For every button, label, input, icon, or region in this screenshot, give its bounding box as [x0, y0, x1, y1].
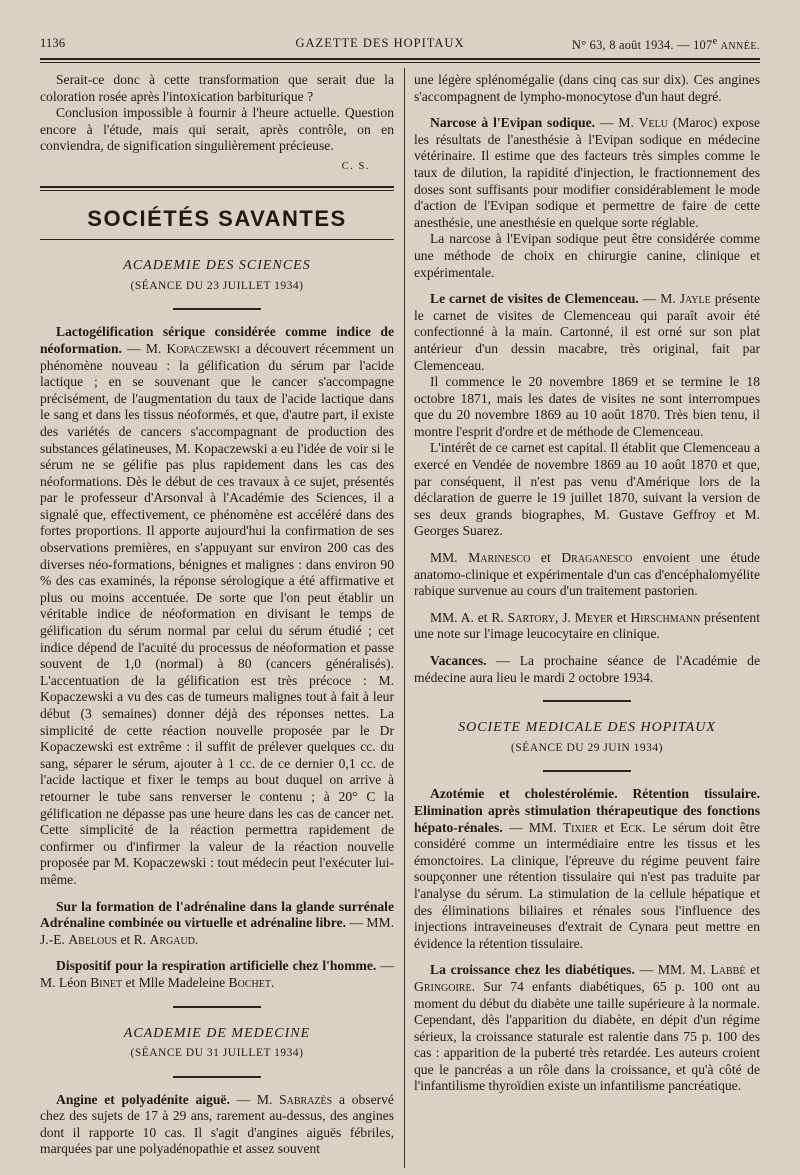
author-name: Eck. — [620, 819, 646, 835]
article-title: Lactogélification sérique considérée comme indice de néoformation. — [40, 324, 394, 356]
article-leucocytaire — [414, 610, 760, 643]
continuation-paragraph — [414, 72, 760, 105]
issue-sup: e — [712, 36, 718, 47]
title-rule — [40, 239, 394, 240]
author-name: Meyer — [574, 609, 613, 625]
article-body: (Maroc) expose les résultats de l'anesthésie à l'Evipan sodique en médecine vétérinaire. Il estime que des facteurs très simples comme le taux de dilution, la rapidité d'injection, le fractionnement des doses sont suffisants pour modifier considérablement le mode d'action de l'Evipan sodique et permettre de faire de cette anesthésie, une anesthésie en quelque sorte réglable. — [414, 115, 761, 230]
author-name: Kopaczewski — [166, 340, 240, 356]
author-name: Argaud. — [149, 931, 199, 947]
author-prefix: — M. — [236, 1091, 273, 1107]
column-divider — [404, 68, 405, 1168]
header-rule-thin — [40, 62, 760, 63]
article-signature: C. S. — [341, 160, 370, 172]
author-name: Jayle — [679, 291, 711, 307]
article-evipan — [414, 115, 760, 281]
article-croissance — [414, 962, 760, 1095]
article-body: a découvert récemment un phénomène nouveau : la gélification du sérum par l'acide lactique ; en se souvenant que le cancer s'accompagne précisément, de l'augmentation du taux de l'acide lactique dans le sang et dans les tissus néoformés, et que, d'autre part, il existe des variétés de cancers s'accompagnant de production des substances gélatineuses, M. Kopaczewski a eu l'idée de voir si le sérum ne se gélifie pas plus rapidement dans les cas des néoformations. Dès le début de ces travaux à ce sujet, présentés par le professeur d'Arsonval à l'Académie des Sciences, il a signalé que, effectivement, ce phénomène est accéléré dans des fortes proportions. Il apporte aujourd'hui la confirmation de ses observations premières, en s'appuyant sur environ 200 cas des diverses néo-formations, bénignes et malignes : dans environ 90 % des cas examinés, la réponse sérologique a été affirmative et plus ou moins accentuée. De sorte que l'on peut établir un véritable indice de néoformation en divisant le temps de gélification du sérum normal par celui du sérum étudié ; cet indice dépend de l'acuité du processus de néoformation et passe souvent de 1,0 (normal) à 80 (cancers généralisés). L'accentuation de la gélification est très précoce : M. Kopaczewski a vu des cas de tumeurs malignes tout à fait à leur début (3 semaines) donner déjà des réponses nettes. La simplicité de cette réaction nouvelle proposée par le Dr Kopaczewski est extrême : il suffit de prélever quelques cc. du sang, séparer le sérum, ajouter à 1 cc. de ce dernier 0,1 cc. de l'acide lactique et fixer le temps au bout duquel on arrive à retourner le tube sans renverser le contenu ; à 20° C la gélification ne dépasse pas une heure dans les cas de cancer net. Cette simplicité de la réaction permettra rapidement de confirmer ou d'infirmer la valeur de la réaction nouvelle proposée par M. Kopaczewski : tout médecin peut l'exécuter lui-même. — [40, 340, 395, 887]
article-body: présente le carnet de visites de Clemenceau qui paraît avoir été confectionné à la main. Cartonné, il est orné sur son plat antérieur d'un dessin macabre, très original, fait par Clemenceau. — [414, 291, 760, 373]
author-name: Marinesco — [468, 550, 531, 566]
author-prefix: — MM. J.-E. — [40, 915, 394, 947]
short-rule — [173, 1006, 261, 1008]
article-clemenceau — [414, 291, 760, 540]
intro-paragraph-2: Conclusion impossible à fournir à l'heure actuelle. Question encore à l'étude, mais qui serait, après contrôle, on en conviendra, de signification singulièrement précieuse. — [40, 105, 394, 154]
author-conj: et R. — [120, 931, 147, 947]
author-name: Hirschmann — [630, 609, 701, 625]
article-adrenaline — [40, 899, 394, 949]
article-azotemie — [414, 786, 760, 952]
article-angine — [40, 1092, 394, 1158]
article-encephalomyelite — [414, 550, 760, 600]
author-name: Draganesco — [561, 550, 633, 566]
article-title: Vacances. — [430, 653, 487, 668]
author-name: Bochet. — [228, 974, 275, 990]
header-rule — [40, 58, 760, 60]
author-prefix: MM. — [430, 550, 458, 566]
section-double-rule — [40, 186, 394, 191]
page-header — [40, 36, 760, 54]
article-body: — La prochaine séance de l'Académie de médecine aura lieu le mardi 2 octobre 1934. — [414, 653, 760, 685]
right-column — [414, 72, 760, 1105]
author-prefix: — M. — [127, 340, 162, 356]
article-title: Sur la formation de l'adrénaline dans la glande surrénale Adrénaline combinée ou virtuelle et adrénaline libre. — [40, 898, 394, 931]
article-body: L'intérêt de ce carnet est capital. Il établit que Clemenceau a exercé en Vendée de novembre 1869 au 10 août 1870 et que, par conséquent, il n'est pas venu d'Amérique lors de la déclaration de guerre le 19 juillet 1870, suivant la version de ses deux grands biographes, M. Gustave Geffroy et M. Georges Suarez. — [414, 440, 760, 539]
page-number: 1136 — [40, 36, 66, 50]
short-rule — [543, 770, 631, 772]
journal-title: GAZETTE DES HOPITAUX — [295, 36, 465, 50]
author-name: Velu — [638, 115, 668, 131]
author-prefix: — M. — [642, 291, 676, 307]
academie-medecine-title: ACADEMIE DE MEDECINE — [123, 1025, 311, 1041]
author-name: Gringoire. — [414, 978, 475, 994]
article-lactogelification — [40, 324, 394, 888]
author-name: Sabrazès — [279, 1091, 333, 1107]
article-body: Sur 74 enfants diabétiques, 65 p. 100 ont au moment du début du diabète une taille supérieure à la normale. Cependant, dès l'apparition du diabète, en dépit d'un régime sérieux, la croissance staturale est ralentie dans 75 p. 100 des cas : apparition de la puberté très retardée. Les auteurs croient que le pancréas a un rôle dans la croissance, et qu'à côté de l'infantilisme thyroïdien existe un infantilisme pancréatique. — [414, 978, 761, 1094]
author-prefix: MM. A. et R. — [430, 609, 504, 625]
article-respiration — [40, 958, 394, 991]
article-title: Narcose à l'Evipan sodique. — [430, 115, 596, 131]
article-body: une légère splénomégalie (dans cinq cas sur dix). Ces angines s'accompagnent de lympho-monocytose d'un haut degré. — [414, 72, 760, 104]
academie-sciences-title: ACADEMIE DES SCIENCES — [123, 258, 311, 274]
issue-info — [572, 36, 760, 53]
article-title: Azotémie et cholestérolémie. Rétention tissulaire. Elimination après stimulation thérapeutique des fonctions hépato-rénales. — [414, 786, 760, 835]
article-title: Le carnet de visites de Clemenceau. — [430, 291, 639, 307]
author-conj: et — [604, 819, 614, 835]
article-body: présentent une note sur l'image leucocytaire en clinique. — [414, 609, 761, 642]
author-name: Sartory — [507, 609, 555, 625]
academie-medecine-seance: (SÉANCE DU 31 JUILLET 1934) — [130, 1047, 304, 1060]
societe-medicale-title: SOCIETE MEDICALE DES HOPITAUX — [458, 720, 716, 736]
article-body: a observé chez des sujets de 17 à 29 ans, rarement au-dessus, des angines dont il rapporte 10 cas. Il s'agit d'angines aiguës fébriles, marquées par une polyadénopathie et assez souvent — [40, 1091, 394, 1157]
short-rule — [173, 1076, 261, 1078]
article-body: Le sérum doit être considéré comme un intermédiaire entre les tissus et les émonctoires. La clinique, l'épreuve du régime peuvent faire soupçonner une rétention tissulaire qui n'est pas traduite par l'analyse du sérum. La stimulation de la cellule hépatique et des éliminations biliaires et rénales sous l'influence des injections intraveineuses d'extrait de Cynara peut mettre en évidence la rétention tissulaire. — [414, 819, 761, 951]
author-conj: et — [540, 550, 551, 566]
author-name: Labbé — [710, 962, 746, 978]
intro-paragraph-1: Serait-ce donc à cette transformation que serait due la coloration rosée après l'intoxication barbiturique ? — [40, 72, 394, 104]
author-prefix: — MM. M. — [639, 962, 706, 978]
main-section-title: SOCIÉTÉS SAVANTES — [87, 205, 347, 231]
issue-annee: ANNÉE. — [720, 41, 760, 53]
author-prefix: — M. — [599, 115, 634, 131]
societe-medicale-seance: (SÉANCE DU 29 JUIN 1934) — [511, 741, 663, 754]
article-body: La narcose à l'Evipan sodique peut être considérée comme une méthode de choix en chirurgie canine, clinique et expérimentale. — [414, 231, 760, 280]
issue-date: N° 63, 8 août 1934. — 107 — [571, 38, 713, 53]
author-prefix: — M. Léon — [40, 958, 394, 990]
academie-sciences-seance: (SÉANCE DU 23 JUILLET 1934) — [130, 279, 304, 292]
author-conj: et — [750, 962, 761, 978]
author-name: Tixier — [562, 819, 598, 835]
article-vacances — [414, 653, 760, 686]
short-rule — [173, 308, 261, 310]
article-title: Angine et polyadénite aiguë. — [56, 1091, 230, 1107]
author-name: Binet — [90, 974, 123, 990]
author-conj: et — [616, 609, 627, 625]
author-name: Abelous — [68, 931, 118, 947]
article-title: La croissance chez les diabétiques. — [430, 962, 635, 978]
left-column — [40, 72, 394, 1168]
author-conj: et Mlle Madeleine — [125, 974, 226, 990]
short-rule — [543, 700, 631, 702]
author-conj: , J. — [555, 609, 571, 625]
author-prefix: — MM. — [509, 819, 557, 835]
article-body: Il commence le 20 novembre 1869 et se termine le 18 octobre 1871, mais les dates de visites ne sont interrompues que du 20 novembre 1869 au 10 août 1870. Très bien tenu, il montre l'esprit d'ordre et de méthode de Clemenceau. — [414, 374, 760, 439]
article-body: envoient une étude anatomo-clinique et expérimentale d'un cas d'encéphalomyélite rabique survenue au cours d'un traitement pastorien. — [414, 550, 761, 599]
article-title: Dispositif pour la respiration artificielle chez l'homme. — [56, 958, 377, 974]
